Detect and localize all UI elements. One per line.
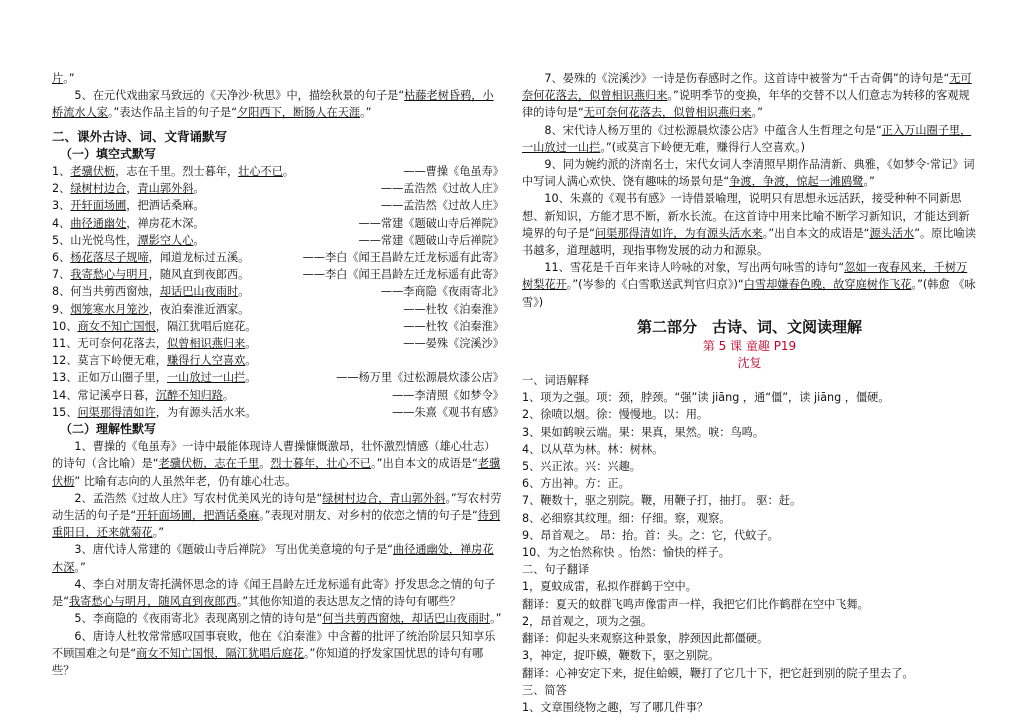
fill-line: 9、烟笼寒水月笼沙，夜泊秦淮近酒家。	[52, 302, 250, 316]
trans-item: 翻译：心神安定下来，捉住蛤蟆，鞭打了它几十下，把它赶到别的院子里去了。	[522, 666, 914, 680]
fill-item	[52, 180, 504, 197]
vocab-title: 一、词语解释	[522, 374, 590, 388]
fill-title: （一）填空式默写	[60, 146, 157, 161]
fill-line: 6、杨花落尽子规啼，闻道龙标过五溪。	[52, 251, 250, 265]
fill-line: 3、开轩面场圃，把酒话桑麻。	[52, 199, 205, 213]
fill-line: 2、绿树村边合，青山郭外斜。	[52, 182, 205, 196]
fill-item	[52, 232, 504, 249]
comp-title: （二）理解性默写	[60, 422, 157, 437]
fill-source: ——孟浩然《过故人庄》	[380, 182, 504, 196]
fill-source: ——晏殊《浣溪沙》	[403, 337, 504, 351]
fill-source: ——孟浩然《过故人庄》	[380, 199, 504, 213]
vocab-item: 7、鞭数十，驱之别院。鞭，用鞭子打，抽打。 驱：赶。	[522, 494, 802, 508]
fill-item	[52, 266, 504, 283]
fill-line: 8、何当共剪西窗烛，却话巴山夜雨时。	[52, 285, 250, 299]
fill-item	[52, 197, 504, 214]
qa-title: 三、简答	[522, 683, 567, 697]
fill-item	[52, 283, 504, 300]
trans-item: 3，神定，捉吓蟆，鞭数下，驱之别院。	[522, 649, 720, 663]
fill-source: ——李清照《如梦令》	[392, 388, 504, 402]
vocab-item: 1、项为之强。项：颈，脖颈。“强”读 jiāng ，通“僵”，读 jiāng ，僵硬。	[522, 391, 890, 405]
vocab-item: 5、兴正浓。兴：兴趣。	[522, 460, 641, 474]
item-5: 5、在元代戏曲家马致远的《天净沙·秋思》中，描绘秋景的句子是“枯藤老树昏鸦，小桥流水人家。”表达作品主旨的句子是“夕阳西下，断肠人在天涯。”	[52, 89, 494, 120]
qa-list	[522, 699, 977, 716]
fill-line: 12、莫言下岭便无难，赚得行人空喜欢。	[52, 354, 257, 368]
right-item-7: 7、晏殊的《浣溪沙》一诗是伤春感时之作。这首诗中被誉为“千古奇偶”的诗句是“无可奈何花落去，似曾相识燕归来。”说明季节的变换，年华的交替不以人们意志为转移的客观规律的诗句是“无可奈何花落去，似曾相识燕归来。”	[522, 72, 972, 120]
vocab-item: 9、昂首观之。 昂：抬。首：头。之：它，代蚊子。	[522, 528, 779, 542]
fill-source: ——朱熹《观书有感》	[392, 405, 504, 419]
top-tail: 片。”	[52, 72, 75, 85]
trans-item: 1，夏蚊成雷，私拟作群鹤于空中。	[522, 580, 697, 594]
fill-line: 4、曲径通幽处，禅房花木深。	[52, 216, 205, 230]
fill-item	[52, 352, 504, 369]
fill-line: 10、商女不知亡国恨，隔江犹唱后庭花。	[52, 319, 257, 333]
comp-item-2: 2、孟浩然《过故人庄》写农村优美风光的诗句是“绿树村边合，青山郭外斜。”写农村劳动生活的句子是“开轩面场圃，把酒话桑麻。”表现对朋友、对乡村的依恋之情的句子是“待到重阳日，还来就菊花。”	[52, 491, 502, 540]
author-name: 沈复	[737, 356, 762, 371]
comp-item-6: 6、唐诗人杜牧常常感叹国事衰败，他在《泊秦淮》中含蓄的批评了统治阶层只知享乐不顾国难之句是“商女不知亡国恨，隔江犹唱后庭花。”你知道的抒发家国忧思的诗句有哪些？	[52, 629, 496, 677]
comp-item-1: 1、曹操的《龟虽寿》一诗中最能体现诗人曹操慷慨激昂，壮怀激烈情感（雄心壮志）的诗句（含比喻）是“老骥伏枥，志在千里。烈士暮年，壮心不已。”出自本文的成语是“老骥伏枥” 比喻有志向的人虽然年老，仍有雄心壮志。	[52, 440, 501, 488]
fill-source: ——杜牧《泊秦淮》	[403, 319, 504, 333]
comp-item-3: 3、唐代诗人常建的《题破山寺后禅院》 写出优美意境的句子是“曲径通幽处，禅房花木深。”	[52, 543, 494, 574]
vocab-item: 2、徐喷以烟。徐：慢慢地。以：用。	[522, 408, 709, 422]
right-item-8: 8、宋代诗人杨万里的《过松源晨炊漆公店》中蕴含人生哲理之句是“正入万山圈子里，一山放过一山拦。”(或莫言下岭便无难，赚得行人空喜欢。)	[522, 123, 972, 154]
vocab-item: 6、方出神。方：正。	[522, 477, 630, 491]
trans-item: 翻译：夏天的蚊群飞鸣声像雷声一样，我把它们比作鹤群在空中飞舞。	[522, 597, 869, 611]
fill-line: 13、正如万山圈子里，一山放过一山拦。	[52, 371, 257, 385]
fill-source: ——李白《闻王昌龄左迁龙标遥有此寄》	[302, 268, 504, 282]
fill-item	[52, 387, 504, 404]
trans-list	[522, 578, 977, 681]
fill-source: ——杜牧《泊秦淮》	[403, 302, 504, 316]
vocab-item: 4、以从草为林。林：树林。	[522, 442, 664, 456]
qa-item: 1、文章围绕物之趣，写了哪几件事？	[522, 700, 709, 714]
fill-source: ——常建《题破山寺后禅院》	[358, 233, 504, 247]
part2-title: 第二部分 古诗、词、文阅读理解	[636, 317, 862, 336]
right-item-11: 11、雪花是千百年来诗人吟咏的对象，写出两句咏雪的诗句“忽如一夜春风来，千树万树梨花开。”(岑参的《白雪歌送武判官归京》)“白雪却嫌春色晚，故穿庭树作飞花。”(韩愈 《咏雪》)	[522, 261, 976, 309]
comp-item-4: 4、李白对朋友寄托满怀思念的诗《闻王昌龄左迁龙标遥有此寄》抒发思念之情的句子是“我寄愁心与明月，随风直到夜郎西。”其他你知道的表达思友之情的诗句有哪些？	[52, 577, 496, 609]
right-item-10: 10、朱熹的《观书有感》一诗借景喻理，说明只有思想永远活跃，接受种种不同新思想、新知识，方能才思不断，新水长流。在这首诗中用来比喻不断学习新知识，才能达到新境界的句子是“问渠那得清如许，为有源头活水来。”出自本文的成语是“源头活水”。原比喻读书越多，道理越明，现指事物发展的动力和源泉。	[522, 192, 976, 258]
fill-source: ——杨万里《过松源晨炊漆公店》	[336, 371, 504, 385]
trans-title: 二、句子翻译	[522, 563, 590, 577]
fill-line: 1、老骥伏枥，志在千里。烈士暮年，壮心不已。	[52, 165, 295, 179]
fill-line: 11、无可奈何花落去，似曾相识燕归来。	[52, 337, 257, 351]
fill-line: 5、山光悦鸟性，潭影空人心。	[52, 233, 205, 247]
fill-item	[52, 163, 504, 180]
fill-item	[52, 335, 504, 352]
left-column	[52, 70, 504, 679]
fill-item	[52, 318, 504, 335]
right-column	[522, 70, 977, 716]
fill-line: 15、问渠那得清如许，为有源头活水来。	[52, 405, 257, 419]
fill-item	[52, 249, 504, 266]
fill-source: ——李商隐《夜雨寄北》	[380, 285, 504, 299]
lesson-title: 第 5 课 童趣 P19	[702, 339, 797, 354]
fill-list	[52, 163, 504, 421]
fill-item	[52, 404, 504, 421]
fill-line: 14、常记溪亭日暮，沉醉不知归路。	[52, 388, 235, 402]
fill-item	[52, 369, 504, 386]
vocab-list	[522, 389, 977, 561]
right-item-9: 9、同为婉约派的济南名士，宋代女词人李清照早期作品清新、典雅，《如梦令·常记》词中写词人满心欢快、饶有趣味的场景句是“争渡，争渡，惊起一滩鸥鹭。”	[522, 158, 975, 189]
fill-source: ——曹操《龟虽寿》	[403, 165, 504, 179]
vocab-item: 8、必细察其纹理。细：仔细。察，观察。	[522, 511, 731, 525]
fill-source: ——李白《闻王昌龄左迁龙标遥有此寄》	[302, 251, 504, 265]
trans-item: 2，昂首观之，项为之强。	[522, 614, 653, 628]
vocab-item: 10、为之怡然称快 。怡然：愉快的样子。	[522, 546, 730, 560]
fill-item	[52, 215, 504, 232]
vocab-item: 3、果如鹤唳云端。果：果真，果然。唳：鸟鸣。	[522, 425, 765, 439]
section-title: 二、课外古诗、词、文背诵默写	[52, 128, 228, 144]
trans-item: 翻译：仰起头来观察这种景象，脖颈因此都僵硬。	[522, 632, 769, 646]
comp-item-5: 5、李商隐的《夜雨寄北》表现离别之情的诗句是“何当共剪西窗烛，却话巴山夜雨时。”	[74, 612, 502, 626]
fill-line: 7、我寄愁心与明月，随风直到夜郎西。	[52, 268, 250, 282]
fill-item	[52, 301, 504, 318]
fill-source: ——常建《题破山寺后禅院》	[358, 216, 504, 230]
